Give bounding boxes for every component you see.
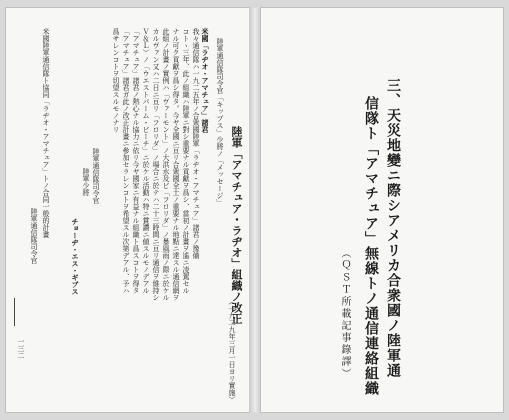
body-line: カルヴァン又ハ二日ニ亘リ「フロリダ」ノ場合ニ於テハ二十三時間ニ亘リ通信ヲ維持シ <box>152 28 160 301</box>
body-line: 米國「ラヂオ・アマチュア」諸君 <box>201 28 210 133</box>
body-line: 「アマチュア」諸君ノ熱心ナル協力ニ依リ今ヤ國家ニ有益ナル組織ト爲スコトヲ得タ <box>132 28 140 294</box>
left-page <box>6 8 249 412</box>
page-number-rule <box>14 298 15 326</box>
body-line: ナル可ク貢獻ヲ爲シ得タ。今ヤ全國ニ亘リ合衆國全土ノ重要ナル地點ニ達スル通信網ヲ <box>172 28 180 301</box>
title-line: 三、天災地變ニ際シアメリカ合衆國ノ陸軍通 <box>385 78 401 378</box>
body-line: 我々通信隊ハ一九二五年ノ合衆國陸軍「ラヂオ・アマチュア」諸君ノ豫備 <box>192 28 200 259</box>
signoff-rank: 陸軍少將 <box>82 168 90 196</box>
book-gutter <box>249 8 261 412</box>
body-line: 此組ノ計畫ノ實例ハ「ヴァーモント」ノ大洪水及ビ「フロリダ」ノ暴風雨ノ際ニ於ケル <box>162 28 170 301</box>
section-heading-date: （一九二九年三月一日ヨリ實施） <box>228 298 236 403</box>
body-line: Ｖ＆Ｌ）ノ「ウエストパーム・ビーチ」ニ於ケル活動ハ特ニ賞讚ニ値スルモノデアル <box>142 28 150 294</box>
greeting-line: 陸軍通信隊司令官「キップス」少將ノ「メッセージ」 <box>216 38 224 206</box>
footer-line: 陸軍通信隊司令官 <box>30 208 38 264</box>
body-line: 「アマチュア」諸君ガ此ノ改正計畫ニ參加セラレンコトヲ希望スル次第デアル、予ハ <box>122 28 130 294</box>
signoff-title: 陸軍通信隊司令官 <box>92 148 100 204</box>
body-line: コトヽ三年、此ノ組織ハ陸軍ニ對シ重要ナル貢獻ヲ爲シ、當初ノ計畫ヲ遙ニ凌駕セル <box>182 28 190 294</box>
signoff-name: チョーヂ・エス・ギブス <box>71 218 80 295</box>
title-line: 信隊ト「アマチュア」無線トノ通信連絡組織 <box>363 96 379 396</box>
source-note: （ＱＳＴ所載記事錄譯） <box>339 248 350 380</box>
right-page <box>261 8 503 412</box>
section-heading: 陸軍「アマチュア・ラヂオ」組織ノ改正 <box>230 126 243 324</box>
page-number: 一三二 <box>17 338 25 359</box>
footer-line: 米國陸軍通信隊ト協同「ラヂオ・アマチュア」トノ合同一般的計畫 <box>42 28 50 238</box>
body-line: 爲サレンコトヲ切望スルモノナリ <box>112 28 120 133</box>
